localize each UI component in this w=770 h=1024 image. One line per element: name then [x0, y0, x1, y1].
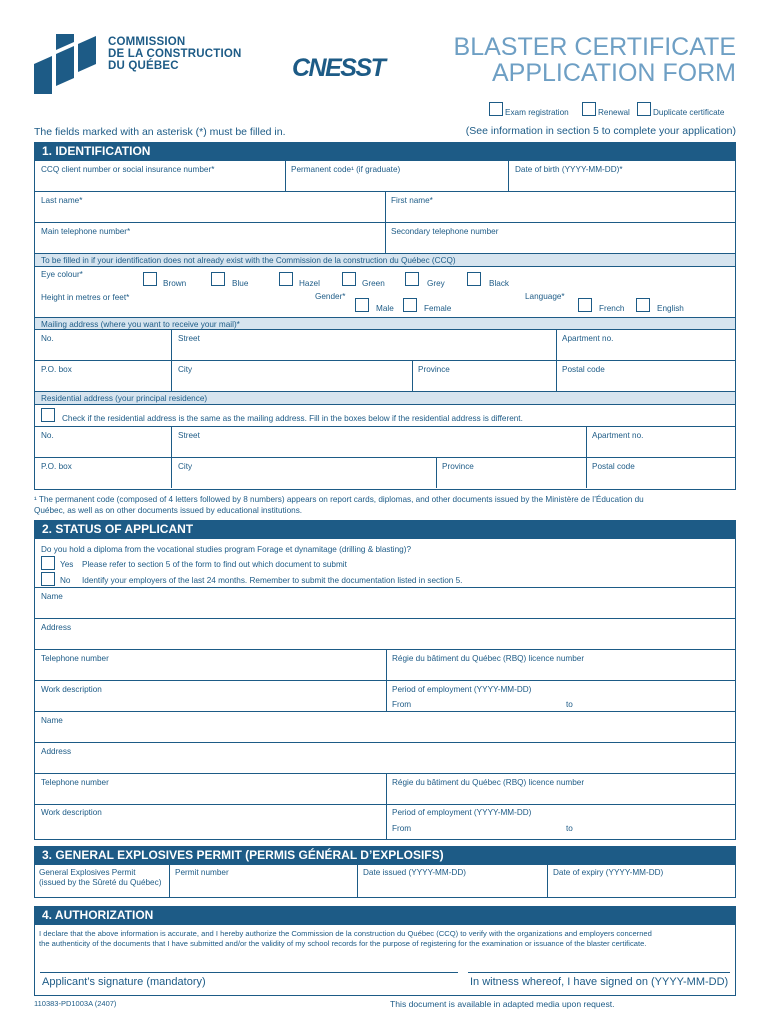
- employer-1-address-label: Address: [41, 623, 72, 632]
- diploma-yes-label: Yes: [60, 560, 74, 569]
- permit-line-2: (issued by the Sûreté du Québec): [39, 878, 162, 887]
- section-4-header: [34, 906, 736, 924]
- last-name-label: Last name*: [41, 196, 83, 205]
- employer-1-from-field[interactable]: [415, 696, 560, 710]
- gender-female-label: Female: [424, 304, 452, 313]
- employer-2-to-label: to: [566, 824, 573, 833]
- diploma-no-checkbox[interactable]: [41, 572, 55, 586]
- section-3-title: 3. GENERAL EXPLOSIVES PERMIT (PERMIS GÉNÉRAL D’EXPLOSIFS): [42, 848, 444, 862]
- residential-street-label: Street: [178, 431, 200, 440]
- height-field[interactable]: [150, 288, 300, 314]
- info-note: (See information in section 5 to complete your application): [465, 125, 736, 137]
- residential-address-label: Residential address (your principal residence): [41, 394, 208, 403]
- eye-brown-label: Brown: [163, 279, 187, 288]
- employer-1-name-label: Name: [41, 592, 63, 601]
- witness-date-label: In witness whereof, I have signed on (YYYY-MM-DD): [470, 976, 729, 988]
- renewal-checkbox[interactable]: [582, 102, 596, 116]
- mailing-city-field[interactable]: [172, 361, 412, 391]
- declaration-line-1: I declare that the above information is accurate, and I hereby authorize the Commission de la construction du Québec (CCQ) to verify with the organizations and employers concerned: [39, 929, 652, 938]
- gender-male-label: Male: [376, 304, 394, 313]
- mailing-pobox-label: P.O. box: [41, 365, 72, 374]
- footnote-line-2: Québec, as well as on other documents issued by educational institutions.: [34, 506, 303, 515]
- residential-province-label: Province: [442, 462, 474, 471]
- ccq-logo-icon: [34, 34, 106, 96]
- section-1-title: 1. IDENTIFICATION: [42, 144, 151, 158]
- diploma-no-label: No: [60, 576, 71, 585]
- cnesst-logo: CNESST: [292, 54, 385, 82]
- eye-hazel-checkbox[interactable]: [279, 272, 293, 286]
- employer-2-telephone-label: Telephone number: [41, 778, 109, 787]
- form-title: [454, 34, 736, 86]
- last-name-field[interactable]: [35, 192, 385, 222]
- diploma-yes-checkbox[interactable]: [41, 556, 55, 570]
- declaration-line-2: the authenticity of the documents that I have submitted and/or the validity of my school records for the purpose of registering for the examination or issuance of the blaster certificate.: [39, 939, 647, 948]
- mailing-postal-code-label: Postal code: [562, 365, 605, 374]
- residential-number-field[interactable]: [35, 427, 171, 457]
- eye-green-checkbox[interactable]: [342, 272, 356, 286]
- eye-green-label: Green: [362, 279, 385, 288]
- height-label: Height in metres or feet*: [41, 293, 130, 302]
- exam-registration-label: Exam registration: [505, 108, 569, 117]
- employer-2-rbq-label: Régie du bâtiment du Québec (RBQ) licence number: [392, 778, 585, 787]
- permit-number-label: Permit number: [175, 868, 229, 877]
- org-line-3: DU QUÉBEC: [108, 60, 179, 72]
- duplicate-certificate-checkbox[interactable]: [637, 102, 651, 116]
- residential-pobox-label: P.O. box: [41, 462, 72, 471]
- mailing-city-label: City: [178, 365, 193, 374]
- employer-1-to-field[interactable]: [580, 696, 730, 710]
- employer-1-period-label: Period of employment (YYYY-MM-DD): [392, 685, 532, 694]
- eye-grey-checkbox[interactable]: [405, 272, 419, 286]
- permit-line-1: General Explosives Permit: [39, 868, 136, 877]
- section-3-header: [34, 846, 736, 864]
- employer-1-work-label: Work description: [41, 685, 102, 694]
- signature-field[interactable]: [40, 955, 458, 971]
- language-english-label: English: [657, 304, 684, 313]
- eye-black-checkbox[interactable]: [467, 272, 481, 286]
- diploma-no-text: Identify your employers of the last 24 months. Remember to submit the documentation listed in section 5.: [82, 576, 463, 585]
- main-telephone-label: Main telephone number*: [41, 227, 131, 236]
- section-2-title: 2. STATUS OF APPLICANT: [42, 522, 194, 536]
- form-title-line-2: APPLICATION FORM: [491, 59, 736, 87]
- employer-1-name-field[interactable]: [35, 588, 735, 618]
- same-address-checkbox[interactable]: [41, 408, 55, 422]
- asterisk-note: The fields marked with an asterisk (*) must be filled in.: [34, 126, 286, 138]
- date-of-birth-label: Date of birth (YYYY-MM-DD)*: [515, 165, 623, 174]
- employer-2-from-field[interactable]: [415, 820, 560, 834]
- witness-date-field[interactable]: [468, 955, 730, 971]
- mailing-number-label: No.: [41, 334, 54, 343]
- residential-postal-code-label: Postal code: [592, 462, 635, 471]
- gender-label: Gender*: [315, 292, 346, 301]
- first-name-field[interactable]: [386, 192, 735, 222]
- diploma-question: Do you hold a diploma from the vocational studies program Forage et dynamitage (drilling & blasting)?: [41, 545, 411, 554]
- eye-colour-label: Eye colour*: [41, 270, 83, 279]
- employer-2-address-field[interactable]: [35, 743, 735, 773]
- language-label: Language*: [525, 292, 565, 301]
- date-issued-label: Date issued (YYYY-MM-DD): [363, 868, 466, 877]
- eye-grey-label: Grey: [427, 279, 445, 288]
- org-name: [108, 36, 242, 72]
- employer-2-period-label: Period of employment (YYYY-MM-DD): [392, 808, 532, 817]
- employer-2-to-field[interactable]: [580, 820, 730, 834]
- eye-blue-checkbox[interactable]: [211, 272, 225, 286]
- duplicate-certificate-label: Duplicate certificate: [653, 108, 725, 117]
- divider: [34, 404, 736, 405]
- mailing-street-label: Street: [178, 334, 200, 343]
- eye-blue-label: Blue: [232, 279, 249, 288]
- form-title-line-1: BLASTER CERTIFICATE: [453, 33, 736, 61]
- witness-date-line: [468, 972, 730, 973]
- employer-2-address-label: Address: [41, 747, 72, 756]
- residential-city-label: City: [178, 462, 193, 471]
- employer-1-from-label: From: [392, 700, 412, 709]
- employer-1-address-field[interactable]: [35, 619, 735, 649]
- employer-1-rbq-label: Régie du bâtiment du Québec (RBQ) licence number: [392, 654, 585, 663]
- eye-brown-checkbox[interactable]: [143, 272, 157, 286]
- date-expiry-label: Date of expiry (YYYY-MM-DD): [553, 868, 664, 877]
- language-french-label: French: [599, 304, 625, 313]
- ccq-logo: [34, 34, 114, 96]
- divider: [34, 266, 736, 267]
- employer-1-telephone-label: Telephone number: [41, 654, 109, 663]
- residential-number-label: No.: [41, 431, 54, 440]
- section-4-title: 4. AUTHORIZATION: [42, 908, 154, 922]
- gender-male-checkbox[interactable]: [355, 298, 369, 312]
- org-line-1: COMMISSION: [108, 36, 186, 48]
- employer-2-work-label: Work description: [41, 808, 102, 817]
- footnote-line-1: ¹ The permanent code (composed of 4 letters followed by 8 numbers) appears on report cards, diplomas, and other documents issued by the Ministère de l’Éducation du: [34, 495, 644, 504]
- signature-label: Applicant’s signature (mandatory): [42, 976, 206, 988]
- mailing-number-field[interactable]: [35, 330, 171, 360]
- mailing-street-field[interactable]: [172, 330, 556, 360]
- form-code: 110383-PD1003A (2407): [34, 999, 117, 1008]
- new-identification-note: To be filled in if your identification does not already exist with the Commission de la construction du Québec (CCQ): [41, 256, 456, 265]
- diploma-yes-text: Please refer to section 5 of the form to find out which document to submit: [82, 560, 347, 569]
- employer-2-name-label: Name: [41, 716, 63, 725]
- exam-registration-checkbox[interactable]: [489, 102, 503, 116]
- language-french-checkbox[interactable]: [578, 298, 592, 312]
- signature-line: [40, 972, 458, 973]
- same-address-label: Check if the residential address is the same as the mailing address. Fill in the boxes below if the residential address is different.: [62, 414, 523, 423]
- adapted-media-note: This document is available in adapted media upon request.: [390, 999, 615, 1009]
- secondary-telephone-label: Secondary telephone number: [391, 227, 499, 236]
- eye-black-label: Black: [489, 279, 510, 288]
- ccq-number-label: CCQ client number or social insurance number*: [41, 165, 215, 174]
- mailing-address-label: Mailing address (where you want to receive your mail)*: [41, 320, 240, 329]
- section-1-header: [34, 142, 736, 160]
- language-english-checkbox[interactable]: [636, 298, 650, 312]
- mailing-province-label: Province: [418, 365, 450, 374]
- employer-2-name-field[interactable]: [35, 712, 735, 742]
- renewal-label: Renewal: [598, 108, 630, 117]
- eye-hazel-label: Hazel: [299, 279, 320, 288]
- mailing-apartment-label: Apartment no.: [562, 334, 614, 343]
- permanent-code-label: Permanent code¹ (if graduate): [291, 165, 401, 174]
- first-name-label: First name*: [391, 196, 433, 205]
- org-line-2: DE LA CONSTRUCTION: [108, 48, 242, 60]
- employer-2-from-label: From: [392, 824, 412, 833]
- residential-city-field[interactable]: [172, 458, 436, 488]
- residential-street-field[interactable]: [172, 427, 586, 457]
- gender-female-checkbox[interactable]: [403, 298, 417, 312]
- residential-apartment-label: Apartment no.: [592, 431, 644, 440]
- employer-1-to-label: to: [566, 700, 573, 709]
- section-2-header: [34, 520, 736, 538]
